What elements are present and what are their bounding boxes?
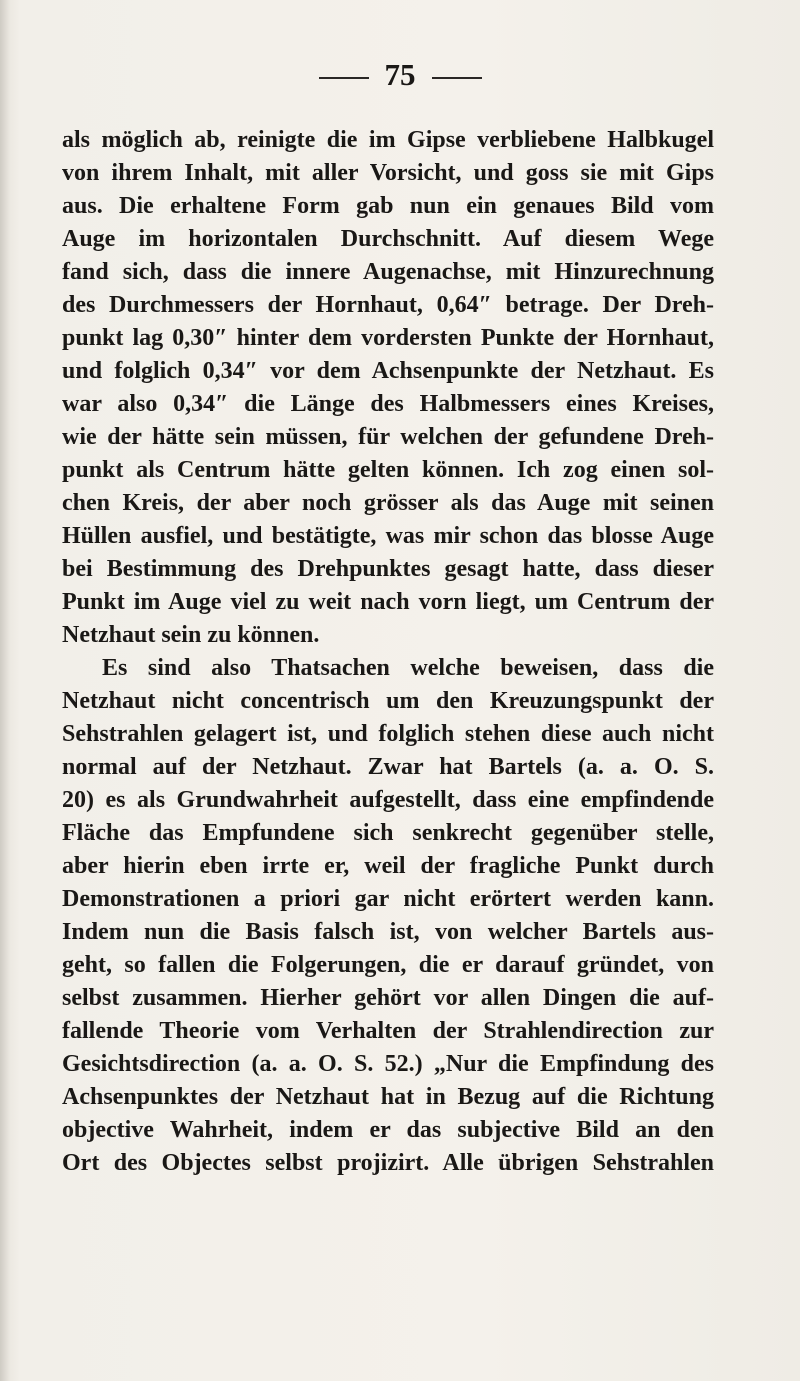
text-line: selbst zusammen. Hierher gehört vor allen Dingen die auf- xyxy=(62,985,714,1011)
text-line: Auge im horizontalen Durchschnitt. Auf diesem Wege xyxy=(62,226,714,252)
paragraph-start-line: Es sind also Thatsachen welche beweisen, dass die xyxy=(102,655,714,681)
text-line: objective Wahrheit, indem er das subjective Bild an den xyxy=(62,1117,714,1143)
text-line: Gesichtsdirection (a. a. O. S. 52.) „Nur die Empfindung des xyxy=(62,1051,714,1077)
text-line: Ort des Objectes selbst projizirt. Alle übrigen Sehstrahlen xyxy=(62,1150,714,1176)
text-line: Netzhaut nicht concentrisch um den Kreuzungspunkt der xyxy=(62,688,714,714)
text-line: von ihrem Inhalt, mit aller Vorsicht, und goss sie mit Gips xyxy=(62,160,714,186)
text-line: fallende Theorie vom Verhalten der Strahlendirection zur xyxy=(62,1018,714,1044)
binding-shadow xyxy=(0,0,10,1381)
text-line: aber hierin eben irrte er, weil der fragliche Punkt durch xyxy=(62,853,714,879)
text-line: Indem nun die Basis falsch ist, von welcher Bartels aus- xyxy=(62,919,714,945)
text-line: als möglich ab, reinigte die im Gipse verbliebene Halbkugel xyxy=(62,127,714,153)
text-line: bei Bestimmung des Drehpunktes gesagt hatte, dass dieser xyxy=(62,556,714,582)
text-line: fand sich, dass die innere Augenachse, mit Hinzurechnung xyxy=(62,259,714,285)
text-line: des Durchmessers der Hornhaut, 0,64″ betrage. Der Dreh- xyxy=(62,292,714,318)
text-line: wie der hätte sein müssen, für welchen der gefundene Dreh- xyxy=(62,424,714,450)
body-text xyxy=(62,124,714,1180)
text-line: punkt als Centrum hätte gelten können. Ich zog einen sol- xyxy=(62,457,714,483)
text-line: war also 0,34″ die Länge des Halbmessers eines Kreises, xyxy=(62,391,714,417)
text-line: normal auf der Netzhaut. Zwar hat Bartels (a. a. O. S. xyxy=(62,754,714,780)
text-line: Demonstrationen a priori gar nicht erörtert werden kann. xyxy=(62,886,714,912)
paragraph-end-line: Netzhaut sein zu können. xyxy=(62,622,320,648)
page-header xyxy=(0,55,800,95)
header-rule-left xyxy=(319,77,369,79)
page-number: 75 xyxy=(384,57,416,92)
text-line: aus. Die erhaltene Form gab nun ein genaues Bild vom xyxy=(62,193,714,219)
text-line: und folglich 0,34″ vor dem Achsenpunkte der Netzhaut. Es xyxy=(62,358,714,384)
text-line: Achsenpunktes der Netzhaut hat in Bezug auf die Richtung xyxy=(62,1084,714,1110)
text-line: Punkt im Auge viel zu weit nach vorn liegt, um Centrum der xyxy=(62,589,714,615)
header-rule-right xyxy=(432,77,482,79)
text-line: Fläche das Empfundene sich senkrecht gegenüber stelle, xyxy=(62,820,714,846)
text-line: punkt lag 0,30″ hinter dem vordersten Punkte der Hornhaut, xyxy=(62,325,714,351)
text-line: 20) es als Grundwahrheit aufgestellt, dass eine empfindende xyxy=(62,787,714,813)
text-line: Sehstrahlen gelagert ist, und folglich stehen diese auch nicht xyxy=(62,721,714,747)
text-line: Hüllen ausfiel, und bestätigte, was mir schon das blosse Auge xyxy=(62,523,714,549)
text-line: chen Kreis, der aber noch grösser als das Auge mit seinen xyxy=(62,490,714,516)
text-line: geht, so fallen die Folgerungen, die er darauf gründet, von xyxy=(62,952,714,978)
